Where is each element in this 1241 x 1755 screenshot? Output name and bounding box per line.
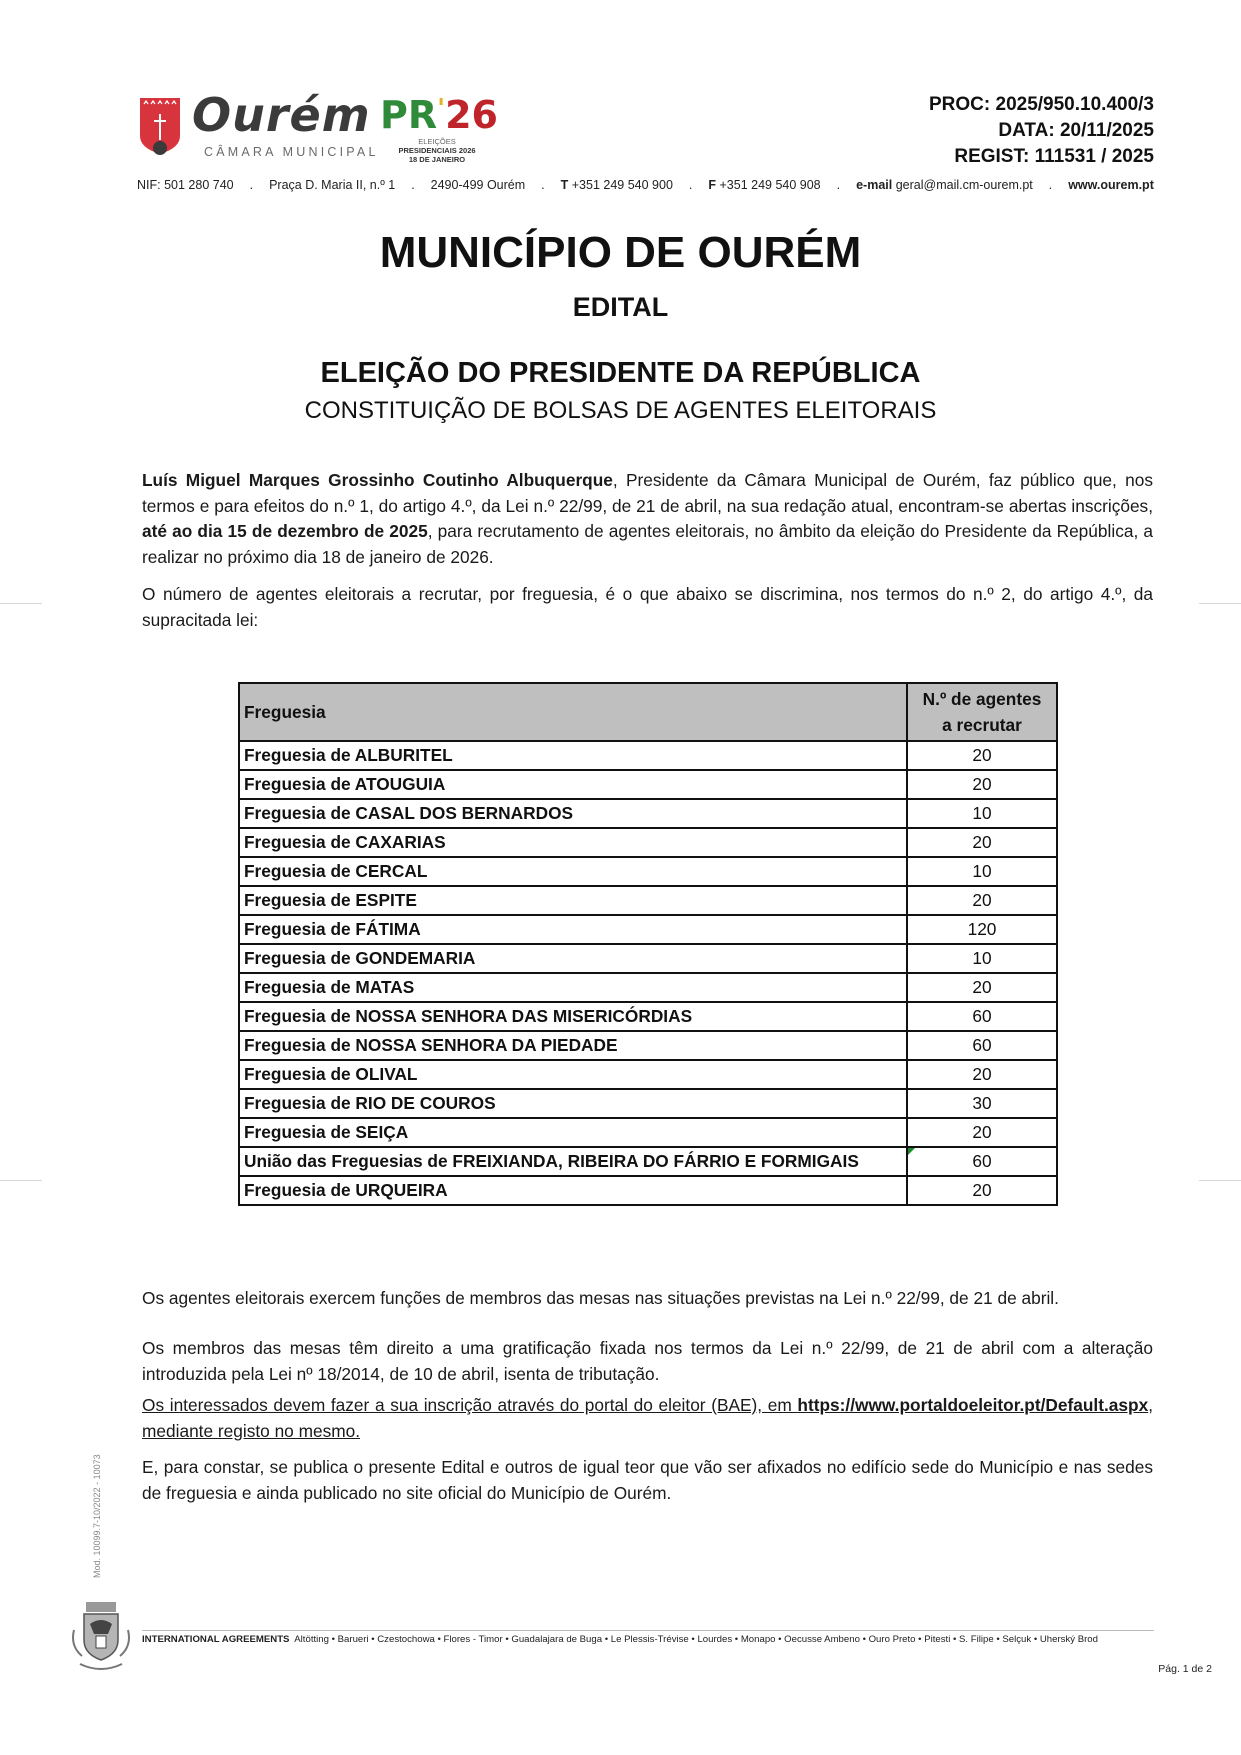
freguesia-name: Freguesia de NOSSA SENHORA DA PIEDADE (239, 1031, 907, 1060)
agents-count: 60 (907, 1147, 1057, 1176)
column-header-freguesia: Freguesia (239, 683, 907, 741)
international-agreements (142, 1634, 1098, 1645)
column-header-agents (907, 683, 1057, 741)
email-label: e-mail (856, 178, 893, 192)
freguesia-name: Freguesia de CASAL DOS BERNARDOS (239, 799, 907, 828)
document-reference (929, 92, 1154, 170)
table-row (239, 770, 1057, 799)
agents-count: 20 (907, 770, 1057, 799)
table-row (239, 973, 1057, 1002)
election-logo-line1: ELEIÇÕES (418, 137, 456, 146)
election-logo-apostrophe: ' (437, 94, 446, 124)
municipal-shield-icon (140, 98, 180, 156)
election-logo-year: 26 (445, 93, 498, 137)
intro-paragraph (142, 468, 1153, 570)
postal-code: 2490-499 Ourém (430, 178, 526, 192)
table-row (239, 915, 1057, 944)
freguesia-name: Freguesia de SEIÇA (239, 1118, 907, 1147)
agents-count: 60 (907, 1002, 1057, 1031)
agents-count: 20 (907, 828, 1057, 857)
table-intro-paragraph: O número de agentes eleitorais a recrutar, por freguesia, é o que abaixo se discrimina, nos termos do n.º 2, do artigo 4.º, da supracitada lei: (142, 584, 1153, 630)
table-row (239, 1031, 1057, 1060)
logo-name: Ourém (192, 88, 371, 142)
gratification-paragraph: Os membros das mesas têm direito a uma gratificação fixada nos termos da Lei n.º 22/99, de 21 de abril com a alteração introduzida pela Lei nº 18/2014, de 10 de abril, isenta de tributação. (142, 1338, 1153, 1384)
address: Praça D. Maria II, n.º 1 (269, 178, 396, 192)
website-link[interactable]: www.ourem.pt (1068, 178, 1154, 192)
separator: . (411, 178, 415, 192)
agents-count: 20 (907, 741, 1057, 770)
election-logo-pr: PR (380, 93, 438, 137)
footer-divider (142, 1630, 1154, 1631)
registry-number: REGIST: 111531 / 2025 (954, 146, 1154, 167)
registration-paragraph (142, 1393, 1153, 1444)
agents-count: 20 (907, 1118, 1057, 1147)
intro-text-b: , para recrutamento de agentes eleitorais, no âmbito da eleição do Presidente da República, a realizar no próximo dia 18 de janeiro de 2026. (142, 521, 1153, 567)
table-row (239, 857, 1057, 886)
nif: NIF: 501 280 740 (137, 178, 234, 192)
table-row (239, 1147, 1057, 1176)
election-title: ELEIÇÃO DO PRESIDENTE DA REPÚBLICA (320, 357, 921, 389)
agents-count: 60 (907, 1031, 1057, 1060)
intro-text-a: , Presidente da Câmara Municipal de Ourém, faz público que, nos termos e para efeitos do n.º 1, do artigo 4.º, da Lei n.º 22/99, de 21 de abril, na sua redação atual, encontram-se abertas inscrições, (142, 470, 1153, 516)
election-logo-caption (388, 137, 486, 164)
freguesia-name: Freguesia de URQUEIRA (239, 1176, 907, 1205)
freguesia-name: Freguesia de CAXARIAS (239, 828, 907, 857)
table-row (239, 1002, 1057, 1031)
separator: . (249, 178, 254, 192)
fold-mark-right (1199, 603, 1241, 604)
agents-header-line1: N.º de agentes (922, 689, 1042, 709)
freguesia-name: Freguesia de RIO DE COUROS (239, 1089, 907, 1118)
table-row (239, 1089, 1057, 1118)
municipality-title: MUNICÍPIO DE OURÉM (379, 228, 862, 277)
freguesia-name: Freguesia de ALBURITEL (239, 741, 907, 770)
table-row (239, 1176, 1057, 1205)
election-logo-line2: PRESIDENCIAIS 2026 (398, 146, 476, 155)
agents-table (238, 682, 1058, 1206)
agents-count: 20 (907, 1176, 1057, 1205)
agents-count: 10 (907, 857, 1057, 886)
agents-count: 10 (907, 944, 1057, 973)
freguesia-name: Freguesia de CERCAL (239, 857, 907, 886)
document-type: EDITAL (572, 292, 669, 322)
freguesia-name: Freguesia de OLIVAL (239, 1060, 907, 1089)
portal-link[interactable]: https://www.portaldoeleitor.pt/Default.aspx (797, 1395, 1149, 1415)
agents-count: 120 (907, 915, 1057, 944)
table-row (239, 944, 1057, 973)
freguesia-name: Freguesia de NOSSA SENHORA DAS MISERICÓRDIAS (239, 1002, 907, 1031)
agents-count: 20 (907, 886, 1057, 915)
freguesia-name: Freguesia de ATOUGUIA (239, 770, 907, 799)
document-date: DATA: 20/11/2025 (998, 120, 1154, 141)
table-row (239, 799, 1057, 828)
agents-count: 20 (907, 973, 1057, 1002)
logo-subtitle: CÂMARA MUNICIPAL (204, 145, 379, 159)
freguesia-name: Freguesia de FÁTIMA (239, 915, 907, 944)
table-row (239, 741, 1057, 770)
fold-mark-left (0, 603, 42, 604)
telephone-number: +351 249 540 900 (571, 178, 673, 192)
freguesia-name: União das Freguesias de FREIXIANDA, RIBEIRA DO FÁRRIO E FORMIGAIS (239, 1147, 907, 1176)
agents-header-line2: a recrutar (942, 715, 1022, 735)
registration-text-a: Os interessados devem fazer a sua inscrição através do portal do eleitor (BAE), em (142, 1395, 798, 1415)
closing-paragraph: E, para constar, se publica o presente Edital e outros de igual teor que vão ser afixados no edifício sede do Município e nas sedes de freguesia e ainda publicado no site oficial do Município de Ourém. (142, 1457, 1153, 1503)
model-reference: Mod. 10099.7-10/2022 - 10073 (92, 1454, 102, 1578)
fax-number: +351 249 540 908 (719, 178, 821, 192)
president-name: Luís Miguel Marques Grossinho Coutinho Albuquerque (142, 470, 613, 490)
registration-text-b: , mediante registo no mesmo. (142, 1395, 1153, 1441)
table-row (239, 886, 1057, 915)
telephone (561, 178, 673, 192)
table-row (239, 1060, 1057, 1089)
subject-title: CONSTITUIÇÃO DE BOLSAS DE AGENTES ELEITORAIS (304, 397, 937, 424)
table-row (239, 828, 1057, 857)
election-logo (380, 93, 498, 137)
page-number: Pág. 1 de 2 (1158, 1663, 1212, 1675)
freguesia-name: Freguesia de MATAS (239, 973, 907, 1002)
fax-label: F (708, 178, 716, 192)
table-row (239, 1118, 1057, 1147)
agents-count: 10 (907, 799, 1057, 828)
agreements-label: INTERNATIONAL AGREEMENTS (142, 1634, 290, 1645)
agents-count: 30 (907, 1089, 1057, 1118)
proc-number: PROC: 2025/950.10.400/3 (929, 94, 1154, 115)
functions-paragraph: Os agentes eleitorais exercem funções de membros das mesas nas situações previstas na Lei n.º 22/99, de 21 de abril. (142, 1288, 1059, 1308)
separator: . (541, 178, 545, 192)
fax (708, 178, 820, 192)
table-header-row (239, 683, 1057, 741)
city-coat-of-arms-icon (68, 1600, 134, 1676)
telephone-label: T (560, 178, 569, 192)
fold-mark-left (0, 1180, 42, 1181)
agents-count: 20 (907, 1060, 1057, 1089)
deadline: até ao dia 15 de dezembro de 2025 (142, 521, 428, 541)
separator: . (836, 178, 841, 192)
agreements-list: Altötting • Barueri • Czestochowa • Flores - Timor • Guadalajara de Buga • Le Plessis-Trévise • Lourdes • Monapo • Oecusse Ambeno • Ouro Preto • Pitesti • S. Filipe • Selçuk • Uherský Brod (294, 1634, 1098, 1645)
email-address[interactable]: geral@mail.cm-ourem.pt (895, 178, 1033, 192)
separator: . (688, 178, 693, 192)
election-logo-line3: 18 DE JANEIRO (408, 155, 466, 164)
separator: . (1048, 178, 1053, 192)
contact-line (137, 178, 1154, 192)
freguesia-name: Freguesia de GONDEMARIA (239, 944, 907, 973)
fold-mark-right (1199, 1180, 1241, 1181)
email (856, 178, 1033, 192)
freguesia-name: Freguesia de ESPITE (239, 886, 907, 915)
